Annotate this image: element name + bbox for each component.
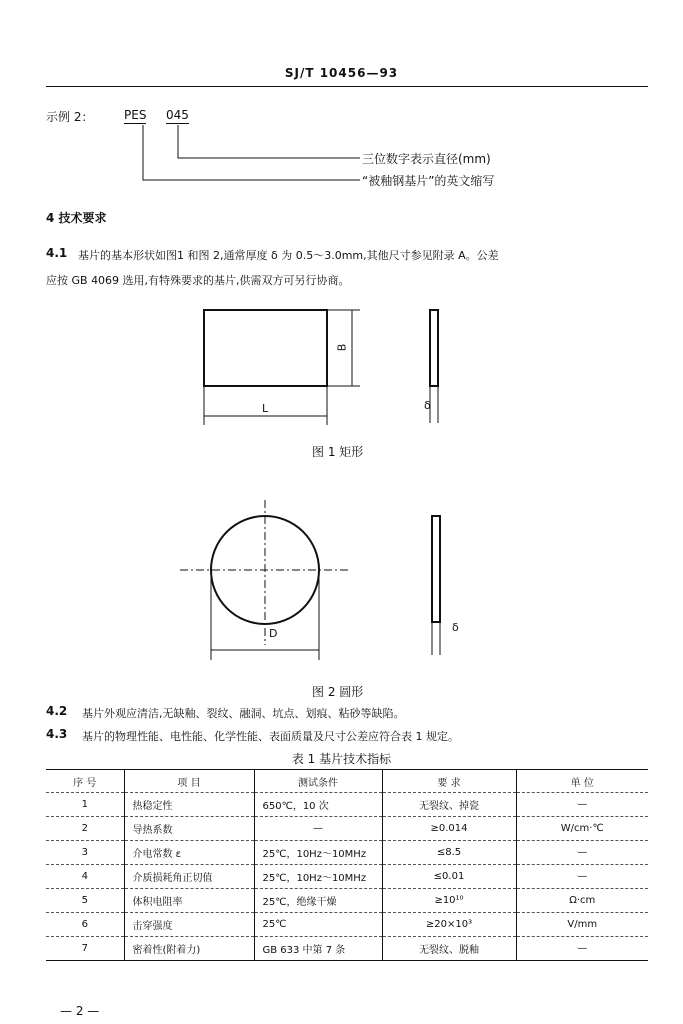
header-index: 序 号 bbox=[46, 770, 124, 793]
cell-requirement: 无裂纹、掉瓷 bbox=[382, 793, 516, 817]
cell-unit: — bbox=[516, 793, 648, 817]
cell-item: 热稳定性 bbox=[124, 793, 254, 817]
annotation-number: 三位数字表示直径(mm) bbox=[362, 152, 491, 166]
clause-4-3-text: 基片的物理性能、电性能、化学性能、表面质量及尺寸公差应符合表 1 规定。 bbox=[82, 730, 459, 743]
cell-unit: — bbox=[516, 865, 648, 889]
cell-condition: 25℃，绝缘干燥 bbox=[254, 889, 382, 913]
table-row bbox=[46, 865, 648, 889]
cell-unit: — bbox=[516, 937, 648, 961]
header-unit: 单 位 bbox=[516, 770, 648, 793]
cell-index: 7 bbox=[46, 937, 124, 961]
table-row bbox=[46, 793, 648, 817]
cell-condition: 25℃，10Hz～10MHz bbox=[254, 865, 382, 889]
table-1 bbox=[46, 769, 648, 961]
cell-requirement: ≥10¹⁰ bbox=[382, 889, 516, 913]
table-header-row bbox=[46, 770, 648, 793]
cell-index: 2 bbox=[46, 817, 124, 841]
figure-1-label-delta: δ bbox=[424, 399, 431, 412]
clause-4-2-text: 基片外观应清洁,无缺釉、裂纹、融洞、坑点、划痕、粘砂等缺陷。 bbox=[82, 707, 405, 720]
figure-1-label-B: B bbox=[335, 343, 349, 352]
cell-unit: Ω·cm bbox=[516, 889, 648, 913]
cell-item: 介质损耗角正切值 bbox=[124, 865, 254, 889]
cell-unit: V/mm bbox=[516, 913, 648, 937]
cell-index: 4 bbox=[46, 865, 124, 889]
cell-index: 6 bbox=[46, 913, 124, 937]
header-rule bbox=[46, 86, 648, 87]
clause-4-1-line2: 应按 GB 4069 选用,有特殊要求的基片,供需双方可另行协商。 bbox=[46, 274, 350, 287]
example-code-prefix: PES bbox=[124, 108, 147, 122]
table-row bbox=[46, 937, 648, 961]
cell-item: 导热系数 bbox=[124, 817, 254, 841]
clause-4-1-number: 4.1 bbox=[46, 246, 68, 260]
cell-item: 击穿强度 bbox=[124, 913, 254, 937]
figure-1-label-L: L bbox=[262, 402, 269, 415]
page-number: — 2 — bbox=[60, 1004, 100, 1018]
figure-1-caption: 图 1 矩形 bbox=[312, 445, 364, 459]
figure-2-caption: 图 2 圆形 bbox=[312, 685, 364, 699]
clause-4-2-number: 4.2 bbox=[46, 704, 68, 718]
example-code-number: 045 bbox=[166, 108, 189, 122]
cell-item: 密着性(附着力) bbox=[124, 937, 254, 961]
cell-requirement: 无裂纹、脱釉 bbox=[382, 937, 516, 961]
table-row bbox=[46, 913, 648, 937]
cell-index: 5 bbox=[46, 889, 124, 913]
cell-index: 1 bbox=[46, 793, 124, 817]
example-label: 示例 2： bbox=[46, 110, 94, 124]
cell-item: 体积电阻率 bbox=[124, 889, 254, 913]
section-4-heading: 4 技术要求 bbox=[46, 211, 107, 225]
header-item: 项 目 bbox=[124, 770, 254, 793]
cell-item: 介电常数 ε bbox=[124, 841, 254, 865]
header-requirement: 要 求 bbox=[382, 770, 516, 793]
cell-requirement: ≥0.014 bbox=[382, 817, 516, 841]
cell-condition: — bbox=[254, 817, 382, 841]
cell-condition: 25℃，10Hz～10MHz bbox=[254, 841, 382, 865]
table-row bbox=[46, 841, 648, 865]
cell-unit: — bbox=[516, 841, 648, 865]
cell-requirement: ≤0.01 bbox=[382, 865, 516, 889]
cell-unit: W/cm·℃ bbox=[516, 817, 648, 841]
cell-condition: GB 633 中第 7 条 bbox=[254, 937, 382, 961]
cell-condition: 25℃ bbox=[254, 913, 382, 937]
table-1-title: 表 1 基片技术指标 bbox=[291, 752, 392, 766]
cell-index: 3 bbox=[46, 841, 124, 865]
clause-4-3-number: 4.3 bbox=[46, 727, 68, 741]
header-condition: 测试条件 bbox=[254, 770, 382, 793]
table-row bbox=[46, 889, 648, 913]
standard-code: SJ/T 10456—93 bbox=[284, 66, 399, 80]
figure-2-label-D: D bbox=[269, 627, 278, 640]
clause-4-1-line1: 基片的基本形状如图1 和图 2,通常厚度 δ 为 0.5～3.0mm,其他尺寸参见附录 A。公差 bbox=[78, 249, 499, 262]
cell-condition: 650℃，10 次 bbox=[254, 793, 382, 817]
annotation-prefix: “被釉钢基片”的英文缩写 bbox=[362, 174, 495, 188]
cell-requirement: ≤8.5 bbox=[382, 841, 516, 865]
cell-requirement: ≥20×10³ bbox=[382, 913, 516, 937]
table-row bbox=[46, 817, 648, 841]
figure-2-label-delta: δ bbox=[452, 621, 459, 634]
